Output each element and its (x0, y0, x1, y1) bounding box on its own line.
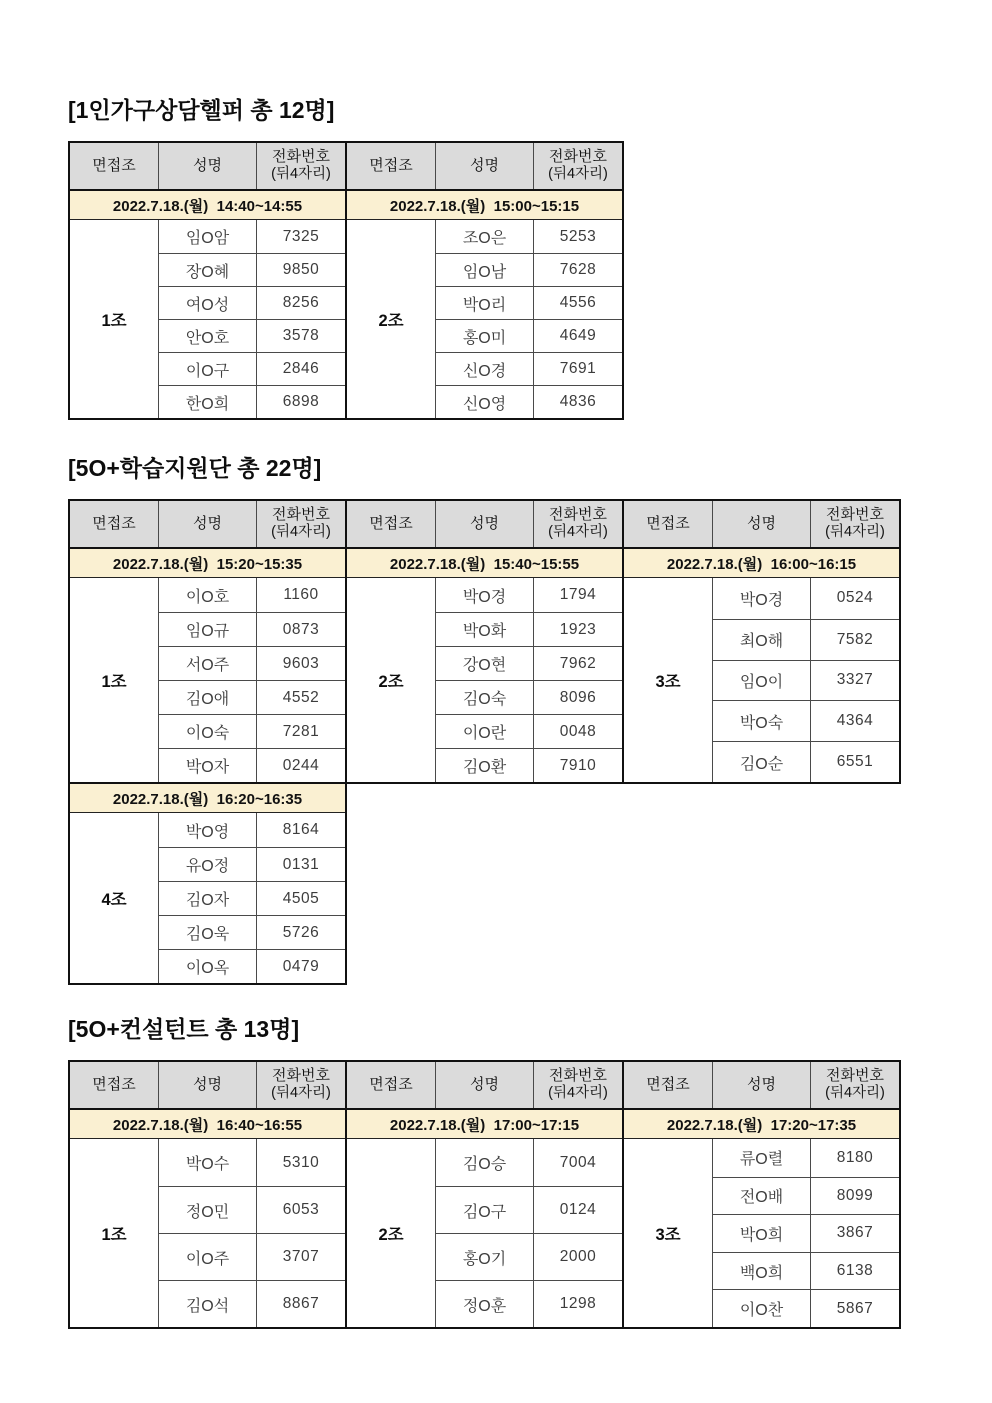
header-cell-name: 성명 (158, 501, 256, 547)
header-cell-name: 성명 (435, 1062, 533, 1108)
member-phone-cell: 8180 (810, 1139, 899, 1177)
group-label: 2조 (378, 673, 404, 691)
header-cell-phone (533, 143, 622, 189)
header-phone-line2: (뒤4자리) (548, 166, 608, 183)
member-name-cell: 조O은 (435, 220, 533, 253)
member-name-cell: 김O순 (712, 741, 810, 782)
member-phone-cell: 8096 (533, 680, 622, 714)
member-phone-cell: 1160 (256, 578, 345, 612)
header-cell-phone (256, 143, 345, 189)
member-phone-cell: 9603 (256, 646, 345, 680)
interview-group (347, 143, 624, 418)
member-phone-cell: 0479 (256, 949, 345, 983)
table-header-row (70, 143, 345, 191)
group-label: 3조 (655, 672, 681, 691)
member-name-cell: 신O영 (435, 385, 533, 418)
member-phone-cell: 3867 (810, 1214, 899, 1252)
member-phone-cell: 3327 (810, 660, 899, 701)
member-name-cell: 여O성 (158, 286, 256, 319)
date-slot-row: 2022.7.18.(월) 15:40~15:55 (347, 549, 622, 578)
member-phone-cell: 0131 (256, 847, 345, 881)
header-phone-line1: 전화번호 (272, 148, 330, 166)
member-name-cell: 박O희 (712, 1214, 810, 1252)
header-phone-line2: (뒤4자리) (825, 1085, 885, 1102)
header-phone-line2: (뒤4자리) (548, 1085, 608, 1102)
member-phone-cell: 4556 (533, 286, 622, 319)
member-phone-cell: 9850 (256, 253, 345, 286)
member-phone-cell: 8099 (810, 1177, 899, 1215)
member-name-cell: 김O애 (158, 680, 256, 714)
header-phone-line2: (뒤4자리) (548, 524, 608, 541)
header-phone-line1: 전화번호 (826, 1067, 884, 1085)
schedule-table (68, 499, 901, 784)
header-phone-line2: (뒤4자리) (271, 166, 331, 183)
member-phone-cell: 0244 (256, 748, 345, 782)
member-phone-cell: 4836 (533, 385, 622, 418)
member-phone-cell: 0524 (810, 578, 899, 619)
header-phone-line1: 전화번호 (549, 1067, 607, 1085)
member-phone-cell: 8164 (256, 813, 345, 847)
section-title: [1인가구상담헬퍼 총 12명] (68, 97, 335, 123)
header-cell-name: 성명 (158, 143, 256, 189)
member-phone-cell: 0873 (256, 612, 345, 646)
header-phone-line2: (뒤4자리) (825, 524, 885, 541)
header-cell-name: 성명 (435, 501, 533, 547)
header-cell-group: 면접조 (369, 156, 413, 174)
date-slot-row: 2022.7.18.(월) 16:20~16:35 (70, 784, 345, 813)
member-name-cell: 이O구 (158, 352, 256, 385)
table-header-row (70, 501, 345, 549)
date-slot-row: 2022.7.18.(월) 14:40~14:55 (70, 191, 345, 220)
member-phone-cell: 7962 (533, 646, 622, 680)
group-label: 2조 (378, 312, 404, 330)
member-name-cell: 신O경 (435, 352, 533, 385)
group-label: 4조 (101, 891, 127, 909)
header-cell-phone (810, 1062, 899, 1108)
member-name-cell: 박O영 (158, 813, 256, 847)
header-cell-phone (810, 501, 899, 547)
section-title: [5O+학습지원단 총 22명] (68, 455, 322, 481)
member-name-cell: 최O해 (712, 619, 810, 660)
schedule-table (68, 141, 624, 420)
interview-group (70, 143, 347, 418)
member-grid (347, 1139, 622, 1327)
member-name-cell: 홍O미 (435, 319, 533, 352)
date-slot-row: 2022.7.18.(월) 16:40~16:55 (70, 1110, 345, 1139)
member-phone-cell: 5867 (810, 1289, 899, 1327)
member-phone-cell: 3578 (256, 319, 345, 352)
member-name-cell: 박O리 (435, 286, 533, 319)
header-cell-name: 성명 (712, 1062, 810, 1108)
member-phone-cell: 4552 (256, 680, 345, 714)
interview-group (347, 1062, 624, 1327)
group-label: 1조 (101, 1226, 127, 1244)
schedule-table-continued (68, 784, 347, 985)
member-name-cell: 이O란 (435, 714, 533, 748)
member-grid (70, 578, 345, 782)
member-name-cell: 이O찬 (712, 1289, 810, 1327)
member-phone-cell: 3707 (256, 1233, 345, 1280)
header-cell-group: 면접조 (92, 514, 136, 532)
member-grid (70, 1139, 345, 1327)
member-name-cell: 김O환 (435, 748, 533, 782)
header-phone-line1: 전화번호 (272, 506, 330, 524)
member-phone-cell: 7628 (533, 253, 622, 286)
interview-group (624, 501, 901, 782)
member-grid (347, 220, 622, 418)
member-name-cell: 홍O기 (435, 1233, 533, 1280)
interview-group (70, 1062, 347, 1327)
member-name-cell: 이O호 (158, 578, 256, 612)
member-name-cell: 강O현 (435, 646, 533, 680)
group-label: 2조 (378, 1226, 404, 1244)
member-name-cell: 이O옥 (158, 949, 256, 983)
member-phone-cell: 7582 (810, 619, 899, 660)
member-phone-cell: 5253 (533, 220, 622, 253)
member-phone-cell: 7325 (256, 220, 345, 253)
header-cell-phone (256, 1062, 345, 1108)
header-cell-phone (256, 501, 345, 547)
header-cell-name: 성명 (158, 1062, 256, 1108)
member-name-cell: 임O규 (158, 612, 256, 646)
date-slot-row: 2022.7.18.(월) 15:20~15:35 (70, 549, 345, 578)
member-grid (624, 1139, 899, 1327)
member-name-cell: 박O수 (158, 1139, 256, 1186)
header-cell-phone (533, 1062, 622, 1108)
member-phone-cell: 0048 (533, 714, 622, 748)
member-name-cell: 박O경 (712, 578, 810, 619)
member-name-cell: 박O화 (435, 612, 533, 646)
group-label: 1조 (101, 312, 127, 330)
header-phone-line2: (뒤4자리) (271, 524, 331, 541)
header-phone-line1: 전화번호 (549, 506, 607, 524)
member-name-cell: 박O자 (158, 748, 256, 782)
header-cell-group: 면접조 (369, 514, 413, 532)
member-phone-cell: 1298 (533, 1280, 622, 1327)
date-slot-row: 2022.7.18.(월) 15:00~15:15 (347, 191, 622, 220)
date-slot-row: 2022.7.18.(월) 17:00~17:15 (347, 1110, 622, 1139)
member-grid (624, 578, 899, 782)
member-phone-cell: 8256 (256, 286, 345, 319)
member-phone-cell: 7691 (533, 352, 622, 385)
member-phone-cell: 1794 (533, 578, 622, 612)
member-name-cell: 김O석 (158, 1280, 256, 1327)
member-name-cell: 김O승 (435, 1139, 533, 1186)
member-name-cell: 이O숙 (158, 714, 256, 748)
member-name-cell: 서O주 (158, 646, 256, 680)
table-header-row (347, 501, 622, 549)
member-grid (347, 578, 622, 782)
member-name-cell: 임O암 (158, 220, 256, 253)
header-cell-group: 면접조 (646, 514, 690, 532)
member-phone-cell: 8867 (256, 1280, 345, 1327)
section-title: [5O+컨설턴트 총 13명] (68, 1016, 300, 1042)
member-name-cell: 백O희 (712, 1252, 810, 1290)
member-phone-cell: 6898 (256, 385, 345, 418)
header-cell-name: 성명 (435, 143, 533, 189)
member-phone-cell: 1923 (533, 612, 622, 646)
member-grid (70, 220, 345, 418)
member-name-cell: 유O정 (158, 847, 256, 881)
member-phone-cell: 6138 (810, 1252, 899, 1290)
member-name-cell: 정O훈 (435, 1280, 533, 1327)
interview-group (70, 501, 347, 782)
member-name-cell: 장O혜 (158, 253, 256, 286)
interview-group (70, 784, 345, 983)
member-phone-cell: 5310 (256, 1139, 345, 1186)
member-name-cell: 박O경 (435, 578, 533, 612)
member-phone-cell: 2846 (256, 352, 345, 385)
member-phone-cell: 5726 (256, 915, 345, 949)
member-phone-cell: 7910 (533, 748, 622, 782)
group-label: 1조 (101, 673, 127, 691)
table-header-row (624, 501, 899, 549)
header-cell-group: 면접조 (92, 1075, 136, 1093)
member-name-cell: 이O주 (158, 1233, 256, 1280)
member-grid (70, 813, 345, 983)
header-cell-phone (533, 501, 622, 547)
table-header-row (347, 143, 622, 191)
header-phone-line1: 전화번호 (549, 148, 607, 166)
header-cell-group: 면접조 (369, 1075, 413, 1093)
member-name-cell: 임O이 (712, 660, 810, 701)
interview-group (624, 1062, 901, 1327)
header-cell-group: 면접조 (646, 1075, 690, 1093)
date-slot-row: 2022.7.18.(월) 17:20~17:35 (624, 1110, 899, 1139)
table-header-row (347, 1062, 622, 1110)
table-header-row (70, 1062, 345, 1110)
member-name-cell: 류O렬 (712, 1139, 810, 1177)
member-name-cell: 김O숙 (435, 680, 533, 714)
header-phone-line2: (뒤4자리) (271, 1085, 331, 1102)
member-phone-cell: 2000 (533, 1233, 622, 1280)
member-phone-cell: 6551 (810, 741, 899, 782)
header-cell-name: 성명 (712, 501, 810, 547)
member-phone-cell: 7281 (256, 714, 345, 748)
interview-group (347, 501, 624, 782)
group-label: 3조 (655, 1225, 681, 1244)
member-name-cell: 김O자 (158, 881, 256, 915)
member-name-cell: 한O희 (158, 385, 256, 418)
header-cell-group: 면접조 (92, 156, 136, 174)
table-header-row (624, 1062, 899, 1110)
member-name-cell: 정O민 (158, 1186, 256, 1233)
member-phone-cell: 0124 (533, 1186, 622, 1233)
member-name-cell: 전O배 (712, 1177, 810, 1215)
member-name-cell: 안O호 (158, 319, 256, 352)
member-phone-cell: 6053 (256, 1186, 345, 1233)
schedule-table (68, 1060, 901, 1329)
member-name-cell: 임O남 (435, 253, 533, 286)
member-name-cell: 김O구 (435, 1186, 533, 1233)
member-phone-cell: 4364 (810, 700, 899, 741)
member-phone-cell: 4505 (256, 881, 345, 915)
header-phone-line1: 전화번호 (826, 506, 884, 524)
member-name-cell: 김O욱 (158, 915, 256, 949)
header-phone-line1: 전화번호 (272, 1067, 330, 1085)
member-phone-cell: 4649 (533, 319, 622, 352)
date-slot-row: 2022.7.18.(월) 16:00~16:15 (624, 549, 899, 578)
member-name-cell: 박O숙 (712, 700, 810, 741)
member-phone-cell: 7004 (533, 1139, 622, 1186)
